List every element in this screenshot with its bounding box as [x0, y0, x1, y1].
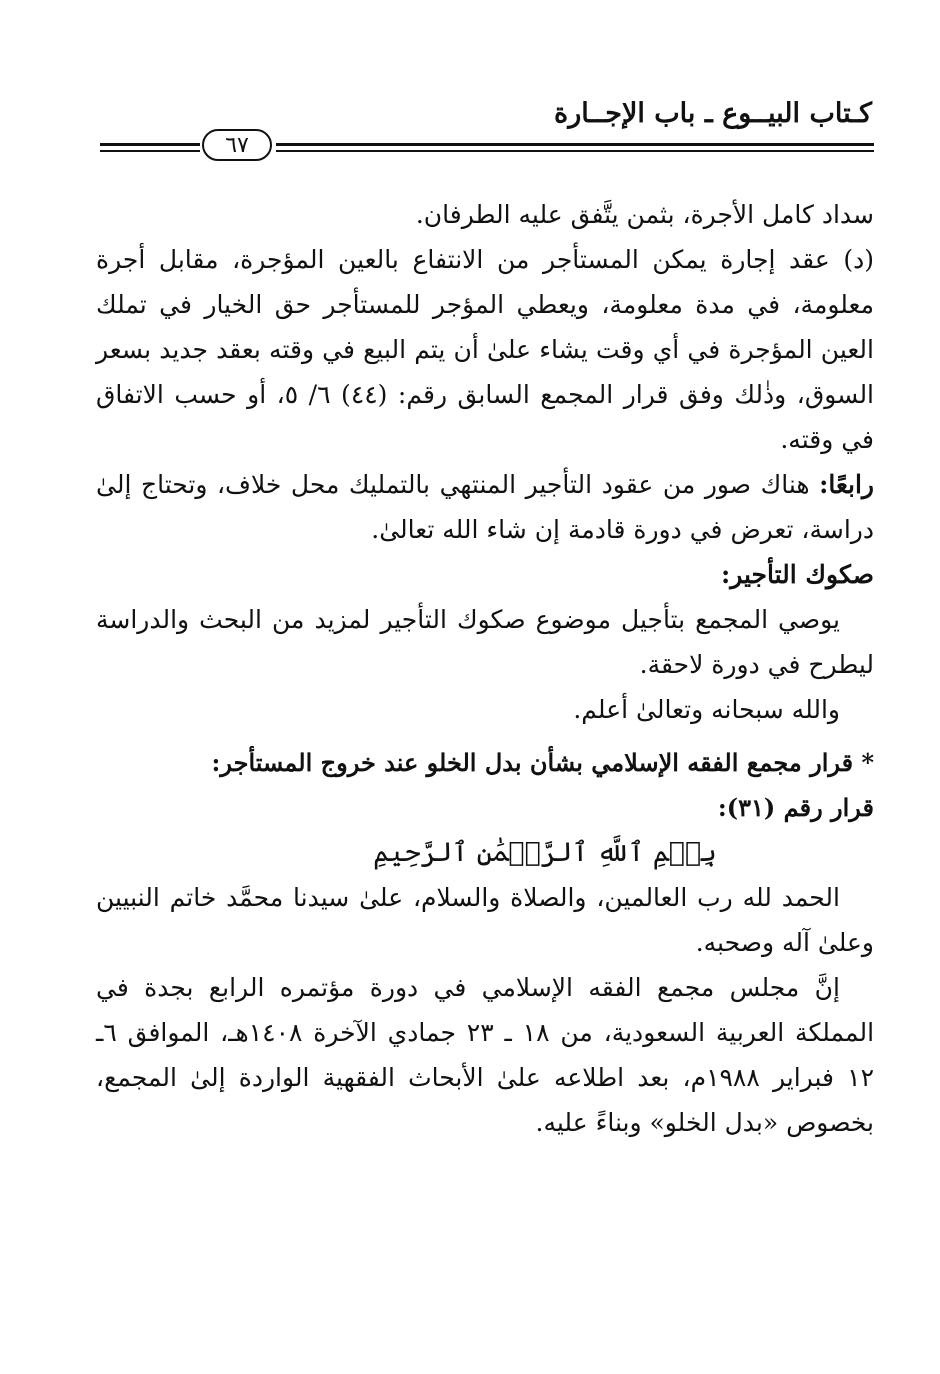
paragraph: الحمد لله رب العالمين، والصلاة والسلام، علىٰ سيدنا محمَّد خاتم النبيين وعلىٰ آله وصحبه.: [96, 883, 874, 957]
body-text: [96, 192, 874, 732]
header-rule: [100, 143, 200, 146]
paragraph: (د) عقد إجارة يمكن المستأجر من الانتفاع بالعين المؤجرة، مقابل أجرة معلومة، في مدة معلومة، ويعطي المؤجر للمستأجر حق الخيار في تملك العين المؤجرة في أي وقت يشاء علىٰ أن يتم البيع في وقته بعقد جديد بسعر السوق، وذٰلك وفق قرار المجمع السابق رقم: (٤٤) ٦/ ٥، أو حسب الاتفاق في وقته.: [96, 245, 875, 454]
basmala: بِسۡمِ ٱللَّهِ ٱلرَّحۡمَٰنِ ٱلرَّحِيمِ: [373, 837, 717, 868]
paragraph: والله سبحانه وتعالىٰ أعلم.: [573, 695, 840, 724]
paragraph: سداد كامل الأجرة، بثمن يتَّفق عليه الطرفان.: [415, 200, 874, 229]
paragraph-text: هناك صور من عقود التأجير المنتهي بالتمليك محل خلاف، وتحتاج إلىٰ دراسة، تعرض في دورة قادمة إن شاء الله تعالىٰ.: [96, 470, 874, 544]
label-rabian: رابعًا:: [819, 470, 874, 499]
paragraph: يوصي المجمع بتأجيل موضوع صكوك التأجير لمزيد من البحث والدراسة ليطرح في دورة لاحقة.: [96, 605, 874, 679]
decision-block: [96, 740, 874, 1145]
decision-heading: * قرار مجمع الفقه الإسلامي بشأن بدل الخلو عند خروج المستأجر:: [211, 748, 874, 777]
decision-number: قرار رقم (٣١):: [717, 793, 874, 822]
page-number: ٦٧: [202, 129, 272, 161]
paragraph: إنَّ مجلس مجمع الفقه الإسلامي في دورة مؤتمره الرابع بجدة في المملكة العربية السعودية، من ١٨ ـ ٢٣ جمادي الآخرة ١٤٠٨هـ، الموافق ٦ـ ١٢ فبراير ١٩٨٨م، بعد اطلاعه علىٰ الأبحاث الفقهية الواردة إلىٰ المجمع، بخصوص «بدل الخلو» وبناءً عليه.: [96, 973, 875, 1137]
section-heading: صكوك التأجير:: [720, 560, 874, 589]
header-rule: [276, 143, 874, 146]
paragraph: [96, 462, 874, 552]
header-rule: [276, 150, 874, 152]
running-title: كـتاب البيــوع ـ باب الإجــارة: [554, 98, 872, 129]
header-rule: [100, 150, 200, 152]
